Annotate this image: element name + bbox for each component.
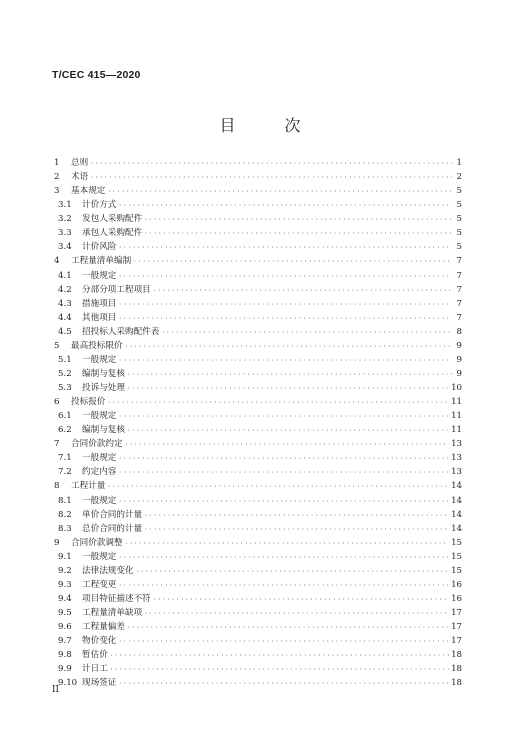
toc-entry[interactable] [54, 662, 462, 676]
toc-entry-page: 7 [456, 270, 462, 281]
toc-entry-title: 工程计量 [71, 481, 106, 492]
toc-entry-title: 编制与复核 [82, 425, 125, 436]
toc-entry-page: 15 [451, 565, 462, 576]
toc-entry-number: 6.1 [58, 411, 72, 422]
toc-entry-page: 13 [451, 453, 462, 464]
toc-entry-title: 物价变化 [82, 636, 117, 647]
toc-leader-dots [153, 593, 449, 607]
toc-entry-number: 4.5 [58, 326, 72, 337]
toc-entry-number: 9.2 [58, 565, 72, 576]
toc-entry-title: 一般规定 [82, 354, 117, 365]
toc-entry-page: 11 [451, 397, 462, 408]
toc-entry-title: 工程量清单编制 [71, 256, 132, 267]
toc-entry-page: 11 [451, 411, 462, 422]
toc-entry-number: 9.10 [58, 678, 78, 689]
toc-entry[interactable] [54, 269, 462, 283]
toc-leader-dots [144, 523, 449, 537]
toc-entry-page: 5 [456, 200, 462, 211]
toc-entry-title: 措施项目 [82, 298, 117, 309]
toc-entry[interactable] [54, 170, 462, 184]
toc-entry-page: 15 [451, 551, 462, 562]
toc-entry[interactable] [54, 648, 462, 662]
toc-entry-title: 法律法规变化 [82, 565, 134, 576]
toc-entry-number: 6.2 [58, 425, 72, 436]
toc-entry-title: 单价合同的计量 [82, 509, 143, 520]
toc-entry[interactable] [54, 395, 462, 409]
toc-entry-title: 合同价款约定 [71, 439, 123, 450]
standard-code: T/CEC 415—2020 [52, 69, 141, 81]
toc-entry[interactable] [54, 283, 462, 297]
toc-entry-page: 2 [456, 172, 462, 183]
toc-entry-title: 计价方式 [82, 200, 117, 211]
toc-entry-page: 9 [456, 354, 462, 365]
toc-entry-title: 总价合同的计量 [82, 523, 143, 534]
toc-leader-dots [118, 241, 452, 255]
toc-entry-title: 一般规定 [82, 551, 117, 562]
toc-leader-dots [118, 312, 452, 326]
toc-entry-page: 7 [456, 256, 462, 267]
toc-entry-title: 投诉与处理 [82, 383, 125, 393]
toc-entry[interactable] [54, 339, 462, 353]
toc-entry-number: 3 [54, 186, 60, 197]
toc-entry-page: 7 [456, 298, 462, 309]
toc-entry[interactable] [54, 550, 462, 564]
toc-entry-number: 9.1 [58, 551, 72, 562]
toc-entry-page: 13 [451, 467, 462, 478]
toc-entry-number: 9.3 [58, 579, 72, 590]
toc-entry-page: 8 [456, 326, 462, 337]
toc-entry-number: 4.4 [58, 312, 72, 323]
toc-leader-dots [107, 480, 449, 494]
toc-leader-dots [161, 326, 452, 340]
toc-entry-page: 10 [451, 383, 462, 393]
toc-entry-title: 计价风险 [82, 242, 117, 253]
toc-entry[interactable] [54, 494, 462, 508]
toc-entry-number: 9.5 [58, 608, 72, 618]
toc-entry[interactable] [54, 381, 462, 395]
toc-leader-dots [127, 382, 449, 396]
toc-leader-dots [107, 185, 452, 199]
toc-leader-dots [118, 354, 452, 368]
toc-entry-title: 一般规定 [82, 411, 117, 422]
toc-entry-page: 16 [451, 579, 462, 590]
toc-entry-page: 16 [451, 593, 462, 604]
toc-entry-title: 承包人采购配件 [82, 228, 143, 239]
toc-entry[interactable] [54, 564, 462, 578]
toc-entry-title: 现场签证 [82, 678, 117, 689]
toc-entry-number: 4 [54, 256, 60, 267]
toc-leader-dots [118, 298, 452, 312]
toc-leader-dots [118, 677, 449, 691]
toc-entry[interactable] [54, 592, 462, 606]
toc-entry-number: 8.2 [58, 509, 72, 520]
toc-entry[interactable] [54, 325, 462, 339]
toc-entry-page: 18 [451, 678, 462, 689]
toc-entry-title: 其他项目 [82, 312, 117, 323]
toc-entry-page: 17 [451, 636, 462, 647]
toc-entry-title: 工程量清单缺项 [82, 608, 143, 618]
toc-entry-title: 一般规定 [82, 453, 117, 464]
toc-entry[interactable] [54, 226, 462, 240]
toc-entry[interactable] [54, 409, 462, 423]
toc-entry-number: 9.4 [58, 593, 72, 604]
toc-entry-page: 14 [451, 509, 462, 520]
toc-entry-number: 9.6 [58, 622, 72, 633]
toc-leader-dots [118, 410, 449, 424]
toc-entry-title: 工程量偏差 [82, 622, 125, 633]
toc-entry-page: 13 [451, 439, 462, 450]
toc-entry-page: 14 [451, 523, 462, 534]
toc-entry[interactable] [54, 465, 462, 479]
toc-entry-title: 投标报价 [71, 397, 106, 408]
toc-entry-page: 14 [451, 481, 462, 492]
toc-entry-page: 7 [456, 312, 462, 323]
toc-entry-title: 工程变更 [82, 579, 117, 590]
toc-entry[interactable] [54, 522, 462, 536]
toc-leader-dots [118, 579, 449, 593]
toc-entry-title: 一般规定 [82, 495, 117, 506]
toc-entry[interactable] [54, 508, 462, 522]
toc-entry[interactable] [54, 479, 462, 493]
toc-entry-title: 计日工 [82, 664, 108, 675]
toc-leader-dots [118, 452, 449, 466]
toc-entry[interactable] [54, 451, 462, 465]
toc-leader-dots [107, 396, 449, 410]
toc-entry-number: 9.8 [58, 650, 72, 661]
toc-entry-number: 9 [54, 537, 60, 548]
toc-leader-dots [127, 424, 449, 438]
toc-entry-page: 15 [451, 537, 462, 548]
toc-entry[interactable] [54, 620, 462, 634]
toc-entry-number: 3.3 [58, 228, 72, 239]
toc-entry[interactable] [54, 367, 462, 381]
toc-entry-number: 5.3 [58, 383, 72, 393]
toc-leader-dots [118, 635, 449, 649]
toc-leader-dots [118, 495, 449, 509]
toc-entry-page: 17 [451, 608, 462, 618]
page-title: 目 次 [219, 116, 323, 135]
toc-leader-dots [144, 227, 452, 241]
toc-entry[interactable] [54, 156, 462, 170]
toc-leader-dots [118, 466, 449, 480]
toc-entry-page: 5 [456, 186, 462, 197]
toc-entry-number: 9.9 [58, 664, 72, 675]
toc-entry[interactable] [54, 634, 462, 648]
toc-entry-number: 8.1 [58, 495, 72, 506]
toc-entry-number: 3.1 [58, 200, 72, 211]
toc-entry-page: 5 [456, 214, 462, 225]
toc-entry[interactable] [54, 184, 462, 198]
toc-entry-title: 分部分项工程项目 [82, 284, 151, 295]
toc-entry-page: 9 [456, 368, 462, 379]
toc-leader-dots [125, 438, 449, 452]
toc-entry-number: 8 [54, 481, 60, 492]
toc-leader-dots [127, 621, 449, 635]
toc-entry-number: 3.4 [58, 242, 72, 253]
toc-entry-number: 8.3 [58, 523, 72, 534]
toc-leader-dots [136, 565, 449, 579]
toc-entry-title: 最高投标限价 [71, 340, 123, 351]
toc-entry-page: 17 [451, 622, 462, 633]
toc-entry[interactable] [54, 198, 462, 212]
toc-leader-dots [127, 368, 452, 382]
toc-entry[interactable] [54, 536, 462, 550]
toc-entry-page: 9 [456, 340, 462, 351]
toc-leader-dots [110, 649, 449, 663]
table-of-contents [54, 156, 462, 690]
toc-leader-dots [153, 284, 452, 298]
toc-leader-dots [144, 213, 452, 227]
toc-entry-number: 7.1 [58, 453, 72, 464]
toc-entry-title: 基本规定 [71, 186, 106, 197]
toc-entry-number: 4.1 [58, 270, 72, 281]
toc-entry-title: 发包人采购配件 [82, 214, 143, 225]
toc-entry-page: 18 [451, 650, 462, 661]
toc-entry[interactable] [54, 311, 462, 325]
toc-entry-number: 7 [54, 439, 60, 450]
toc-leader-dots [133, 255, 452, 269]
toc-leader-dots [110, 663, 449, 677]
toc-leader-dots [144, 607, 449, 621]
toc-entry-title: 一般规定 [82, 270, 117, 281]
toc-entry-number: 5.1 [58, 354, 72, 365]
toc-entry-page: 18 [451, 664, 462, 675]
toc-entry[interactable] [54, 676, 462, 690]
toc-entry-title: 术语 [71, 172, 89, 183]
toc-entry-number: 6 [54, 397, 60, 408]
toc-entry-page: 5 [456, 228, 462, 239]
toc-entry[interactable] [54, 240, 462, 254]
toc-entry[interactable] [54, 353, 462, 367]
toc-entry-title: 项目特征描述不符 [82, 593, 151, 604]
toc-entry[interactable] [54, 578, 462, 592]
toc-entry[interactable] [54, 437, 462, 451]
toc-entry-number: 9.7 [58, 636, 72, 647]
toc-leader-dots [118, 270, 452, 284]
toc-entry-title: 暂估价 [82, 650, 108, 661]
toc-entry-number: 5.2 [58, 368, 72, 379]
toc-entry-number: 7.2 [58, 467, 72, 478]
toc-leader-dots [118, 199, 452, 213]
toc-leader-dots [118, 551, 449, 565]
toc-leader-dots [125, 537, 449, 551]
toc-entry[interactable] [54, 254, 462, 268]
toc-entry-number: 4.3 [58, 298, 72, 309]
toc-entry-number: 4.2 [58, 284, 72, 295]
toc-entry-title: 合同价款调整 [71, 537, 123, 548]
toc-entry-number: 2 [54, 172, 60, 183]
toc-entry-page: 11 [451, 425, 462, 436]
toc-entry-title: 总则 [71, 158, 89, 168]
toc-entry-page: 1 [456, 158, 462, 168]
toc-entry-title: 约定内容 [82, 467, 117, 478]
toc-entry-number: 3.2 [58, 214, 72, 225]
page-number: II [52, 685, 60, 695]
toc-entry[interactable] [54, 297, 462, 311]
toc-entry-number: 1 [54, 158, 60, 168]
toc-entry-page: 7 [456, 284, 462, 295]
toc-entry[interactable] [54, 423, 462, 437]
toc-entry-number: 5 [54, 340, 60, 351]
toc-entry[interactable] [54, 606, 462, 620]
toc-leader-dots [90, 157, 452, 171]
toc-leader-dots [125, 340, 452, 354]
toc-entry-title: 招投标人采购配件表 [82, 326, 160, 337]
toc-entry[interactable] [54, 212, 462, 226]
toc-leader-dots [90, 171, 452, 185]
toc-entry-page: 14 [451, 495, 462, 506]
toc-entry-title: 编制与复核 [82, 368, 125, 379]
toc-entry-page: 5 [456, 242, 462, 253]
toc-leader-dots [144, 509, 449, 523]
